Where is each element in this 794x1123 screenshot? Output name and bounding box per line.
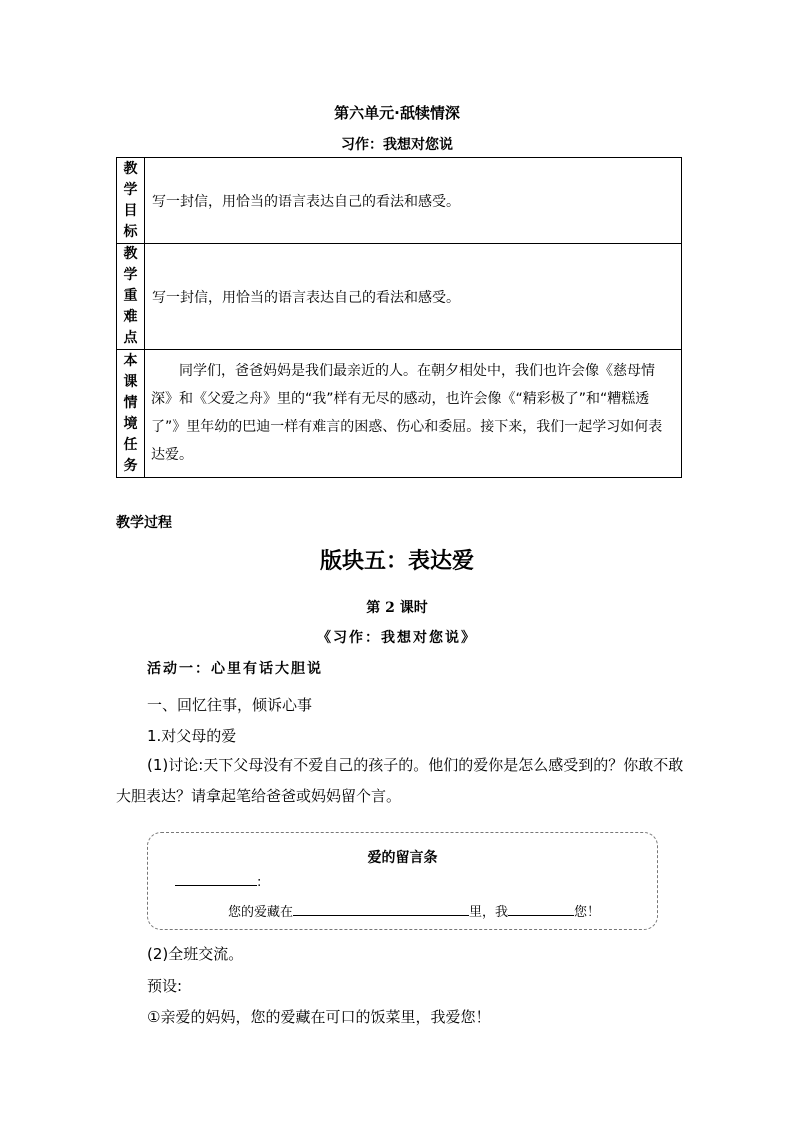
process-label: 教学过程 (116, 515, 172, 531)
activity-heading: 活动一：心里有话大胆说 (147, 661, 323, 677)
lesson-name: 《习作：我想对您说》 (317, 630, 477, 646)
row-content-key-points: 写一封信，用恰当的语言表达自己的看法和感受。 (145, 244, 682, 350)
salutation-colon: : (257, 875, 262, 890)
preset-label: 预设: (147, 977, 183, 995)
exchange-line: (2)全班交流。 (147, 945, 244, 963)
example-line: ①亲爱的妈妈，您的爱藏在可口的饭菜里，我爱您！ (147, 1008, 491, 1026)
lesson-table (116, 157, 682, 478)
note-blank-place (293, 901, 469, 916)
note-salutation (175, 871, 261, 890)
row-label-task: 本课情境任务 (117, 350, 145, 478)
table-row (117, 158, 682, 244)
unit-title: 第六单元·舐犊情深 (334, 104, 460, 122)
table-row (117, 244, 682, 350)
salutation-blank (175, 871, 257, 886)
row-content-goal: 写一封信，用恰当的语言表达自己的看法和感受。 (145, 158, 682, 244)
row-content-task: 同学们，爸爸妈妈是我们最亲近的人。在朝夕相处中，我们也许会像《慈母情深》和《父爱之舟》里的“我”样有无尽的感动，也许会像《“精彩极了”和“糟糕透了”》里年幼的巴迪一样有难言的困惑、伤心和委屈。接下来，我们一起学习如何表达爱。 (145, 350, 682, 478)
lesson-number: 第 2 课时 (366, 600, 428, 616)
section-heading: 一、回忆往事，倾诉心事 (147, 696, 313, 714)
block-title: 版块五：表达爱 (319, 549, 474, 574)
note-title: 爱的留言条 (367, 850, 438, 866)
note-blank-verb (508, 901, 574, 916)
note-sentence (228, 901, 600, 920)
message-note-box (147, 832, 658, 930)
row-label-goal: 教学目标 (117, 158, 145, 244)
note-line-mid: 里，我 (469, 905, 509, 920)
item-heading: 1.对父母的爱 (147, 727, 237, 745)
sub-title: 习作：我想对您说 (341, 137, 453, 153)
table-row (117, 350, 682, 478)
discussion-paragraph: (1)讨论:天下父母没有不爱自己的孩子的。他们的爱你是怎么感受到的？你敢不敢大胆表达？请拿起笔给爸爸或妈妈留个言。 (116, 756, 684, 805)
note-line-end: 您！ (574, 905, 601, 920)
row-label-key-points: 教学重难点 (117, 244, 145, 350)
note-line-prefix: 您的爱藏在 (228, 905, 294, 920)
